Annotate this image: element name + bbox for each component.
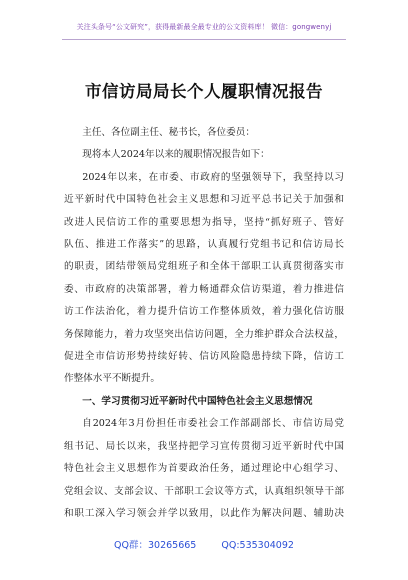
paragraph-line: 队伍、推进工作落实”的思路，认真履行党组书记和信访局长: [64, 239, 344, 251]
paragraph-line: 访工作法治化，着力提升信访工作整体质效，着力强化信访服: [64, 306, 344, 318]
section-heading-1: 一、学习贯彻习近平新时代中国特色社会主义思想情况: [82, 395, 313, 407]
paragraph-line: 改进人民信访工作的重要思想为指导，坚持“抓好班子、管好: [64, 216, 344, 228]
document-title: 市信访局局长个人履职情况报告: [85, 82, 323, 101]
header-divider: [62, 39, 346, 40]
paragraph-2: [64, 413, 344, 525]
paragraph-line: 促进全市信访形势持续好转、信访风险隐患持续下降，信访工: [64, 351, 344, 363]
paragraph-line: 的职责，团结带领局党组班子和全体干部职工认真贯彻落实市: [64, 261, 344, 273]
paragraph-line: 委、市政府的决策部署，着力畅通群众信访渠道，着力推进信: [64, 283, 344, 295]
paragraph-line: 特色社会主义思想作为首要政治任务，通过理论中心组学习、: [64, 463, 344, 475]
paragraph-line: 近平新时代中国特色社会主义思想和习近平总书记关于加强和: [64, 194, 344, 206]
footer-qq-group: QQ群：30265665: [114, 540, 197, 551]
paragraph-line: 务保障能力，着力攻坚突出信访问题，全力维护群众合法权益，: [64, 328, 344, 340]
paragraph-line: 党组会议、支部会议、干部职工会议等方式，认真组织领导干部: [64, 485, 344, 497]
footer-qq: QQ:535304092: [221, 540, 294, 551]
paragraph-line: 自2024年3月份担任市委社会工作部副部长、市信访局党: [82, 418, 344, 430]
paragraph-line: 和职工深入学习领会并学以致用，以此作为解决问题、辅助决: [64, 507, 344, 519]
footer-contact: [0, 537, 408, 551]
intro-paragraph: 现将本人2024年以来的履职情况报告如下：: [82, 149, 270, 161]
paragraph-line: 2024年以来，在市委、市政府的坚强领导下，我坚持以习: [82, 171, 344, 183]
paragraph-line: 组书记、局长以来，我坚持把学习宣传贯彻习近平新时代中国: [64, 440, 344, 452]
header-note: 关注头条号“公文研究”，获得最新最全最专业的公文资料库！ 微信：gongwenyj: [76, 23, 332, 31]
salutation: 主任、各位副主任、秘书长，各位委员：: [82, 127, 255, 138]
paragraph-line: 作整体水平不断提升。: [64, 373, 160, 385]
paragraph-1: [64, 167, 344, 391]
document-body: [64, 122, 344, 525]
